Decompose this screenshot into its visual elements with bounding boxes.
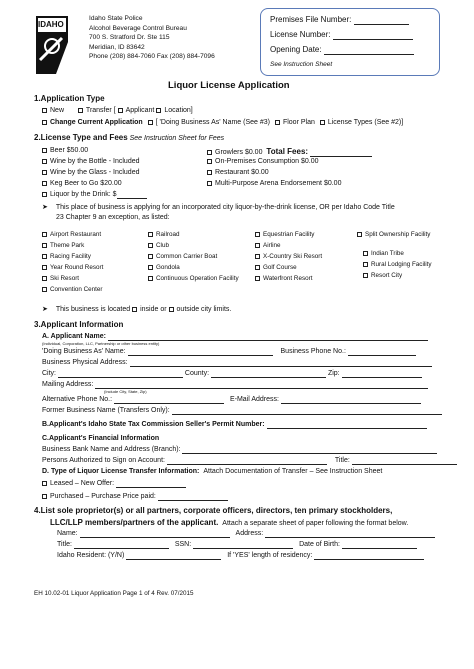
exception-checkbox[interactable] bbox=[255, 276, 260, 281]
exception-checkbox[interactable] bbox=[42, 276, 47, 281]
email-label: E-Mail Address: bbox=[229, 396, 279, 403]
new-checkbox[interactable] bbox=[42, 108, 47, 113]
purchased-checkbox[interactable] bbox=[42, 494, 47, 499]
premises-file-field[interactable] bbox=[354, 18, 409, 25]
liquor-drink-checkbox[interactable] bbox=[42, 192, 47, 197]
exception-checkbox[interactable] bbox=[148, 276, 153, 281]
seller-permit-label: B.Applicant's Idaho State Tax Commission Seller's Permit Number: bbox=[42, 421, 265, 428]
located-label: This business is located bbox=[55, 306, 131, 313]
exception-checkbox[interactable] bbox=[148, 232, 153, 237]
exception-checkbox[interactable] bbox=[363, 273, 368, 278]
agency-line: Idaho State Police bbox=[89, 15, 143, 22]
officer-address-field[interactable] bbox=[265, 531, 435, 538]
former-name-label: Former Business Name (Transfers Only): bbox=[42, 407, 170, 414]
exception-label: Continuous Operation Facility bbox=[156, 275, 239, 282]
exception-checkbox[interactable] bbox=[363, 251, 368, 256]
statement-line-2: 23 Chapter 9 an exception, as listed: bbox=[56, 214, 170, 221]
county-field[interactable] bbox=[211, 371, 326, 378]
wine-bottle-checkbox[interactable] bbox=[42, 159, 47, 164]
outside-label: outside city limits. bbox=[176, 306, 232, 313]
exception-label: Year Round Resort bbox=[50, 264, 104, 271]
exception-label: X-Country Ski Resort bbox=[263, 253, 323, 260]
exception-checkbox[interactable] bbox=[42, 287, 47, 292]
keg-beer-checkbox[interactable] bbox=[42, 181, 47, 186]
dba-field[interactable] bbox=[128, 349, 273, 356]
leased-checkbox[interactable] bbox=[42, 481, 47, 486]
exception-label: Ski Resort bbox=[50, 275, 80, 282]
exception-checkbox[interactable] bbox=[255, 265, 260, 270]
zip-field[interactable] bbox=[342, 371, 422, 378]
new-label: New bbox=[50, 107, 65, 114]
floor-plan-label: Floor Plan bbox=[282, 119, 315, 126]
arrow-icon: ➤ bbox=[42, 204, 48, 211]
on-premises-checkbox[interactable] bbox=[207, 159, 212, 164]
total-fees-field[interactable] bbox=[310, 150, 372, 157]
seller-permit-field[interactable] bbox=[267, 422, 427, 429]
license-number-label: License Number: bbox=[270, 30, 331, 39]
page-title: Liquor License Application bbox=[168, 80, 290, 91]
inside-checkbox[interactable] bbox=[132, 307, 137, 312]
keg-beer-label: Keg Beer to Go $20.00 bbox=[50, 180, 122, 187]
total-fees-label: Total Fees: bbox=[266, 147, 309, 156]
license-left-item bbox=[42, 180, 122, 188]
wine-glass-label: Wine by the Glass - Included bbox=[50, 169, 140, 176]
applicant-label: Applicant bbox=[125, 107, 155, 114]
s2-heading-note: See Instruction Sheet for Fees bbox=[129, 135, 225, 142]
liquor-drink-field[interactable] bbox=[117, 192, 147, 199]
exception-label: Waterfront Resort bbox=[263, 275, 313, 282]
alt-phone-label: Alternative Phone No.: bbox=[42, 396, 113, 403]
city-label: City: bbox=[42, 370, 56, 377]
exception-label: Airport Restaurant bbox=[50, 231, 102, 238]
s1-heading: 1.Application Type bbox=[34, 94, 105, 103]
financial-heading: C.Applicant's Financial Information bbox=[42, 435, 160, 442]
transfer-label: Transfer [ bbox=[85, 107, 116, 114]
biz-addr-label: Business Physical Address: bbox=[42, 359, 128, 366]
premises-box bbox=[260, 8, 440, 76]
exception-checkbox[interactable] bbox=[42, 243, 47, 248]
license-left-item bbox=[42, 191, 147, 199]
officer-dob-label: Date of Birth: bbox=[299, 541, 340, 548]
officer-ssn-field[interactable] bbox=[193, 542, 293, 549]
purchased-field[interactable] bbox=[158, 494, 228, 501]
opening-date-field[interactable] bbox=[324, 48, 414, 55]
s4-heading-note: Attach a separate sheet of paper following the format below. bbox=[222, 520, 409, 527]
exception-checkbox[interactable] bbox=[255, 232, 260, 237]
leased-field[interactable] bbox=[116, 481, 186, 488]
biz-phone-field[interactable] bbox=[348, 349, 416, 356]
exception-checkbox[interactable] bbox=[42, 232, 47, 237]
officer-ssn-label: SSN: bbox=[174, 541, 192, 548]
inside-label: inside or bbox=[140, 306, 167, 313]
mailing-label: Mailing Address: bbox=[42, 381, 94, 388]
exception-checkbox[interactable] bbox=[255, 243, 260, 248]
officer-name-field[interactable] bbox=[80, 531, 230, 538]
logo-text: IDAHO bbox=[38, 20, 64, 29]
license-left-item bbox=[42, 147, 88, 155]
exception-label: Airline bbox=[263, 242, 281, 249]
former-name-field[interactable] bbox=[172, 408, 442, 415]
exception-checkbox[interactable] bbox=[255, 254, 260, 259]
wine-bottle-label: Wine by the Bottle - Included bbox=[50, 158, 140, 165]
officer-title-label: Title: bbox=[57, 541, 72, 548]
opening-date-label: Opening Date: bbox=[270, 45, 322, 54]
liquor-drink-label: Liquor by the Drink: $ bbox=[50, 191, 117, 198]
if-yes-field[interactable] bbox=[314, 553, 424, 560]
license-left-item bbox=[42, 169, 140, 177]
restaurant-label: Restaurant $0.00 bbox=[215, 169, 269, 176]
on-premises-label: On-Premises Consumption $0.00 bbox=[215, 158, 319, 165]
officer-dob-field[interactable] bbox=[342, 542, 417, 549]
exception-label: Indian Tribe bbox=[371, 250, 404, 257]
license-types-checkbox[interactable] bbox=[320, 120, 325, 125]
persons-title-label: Title: bbox=[334, 457, 350, 464]
dba-name-checkbox[interactable] bbox=[148, 120, 153, 125]
exception-checkbox[interactable] bbox=[148, 265, 153, 270]
applicant-checkbox[interactable] bbox=[118, 108, 123, 113]
exception-label: Golf Course bbox=[263, 264, 297, 271]
license-number-field[interactable] bbox=[333, 33, 413, 40]
applicant-name-label: A. Applicant Name: bbox=[42, 333, 106, 340]
exception-label: Rural Lodging Facility bbox=[371, 261, 432, 268]
bank-field[interactable] bbox=[182, 447, 437, 454]
outside-checkbox[interactable] bbox=[169, 307, 174, 312]
arrow-icon: ➤ bbox=[42, 306, 48, 313]
agency-line: Phone (208) 884-7060 Fax (208) 884-7096 bbox=[89, 53, 215, 60]
change-current-checkbox[interactable] bbox=[42, 120, 47, 125]
county-label: County: bbox=[184, 370, 210, 377]
transfer-info-note: Attach Documentation of Transfer – See Instruction Sheet bbox=[203, 468, 383, 475]
persons-title-field[interactable] bbox=[352, 458, 457, 465]
license-left-item bbox=[42, 158, 140, 166]
officer-address-label: Address: bbox=[235, 530, 264, 537]
persons-field[interactable] bbox=[167, 458, 327, 465]
change-current-label: Change Current Application bbox=[50, 119, 143, 126]
exception-checkbox[interactable] bbox=[42, 265, 47, 270]
if-yes-label: If 'YES' length of residency: bbox=[227, 552, 313, 559]
resident-field[interactable] bbox=[126, 553, 221, 560]
multi-purpose-checkbox[interactable] bbox=[207, 181, 212, 186]
mailing-sub: (Include City, State, Zip) bbox=[104, 389, 147, 394]
location-checkbox[interactable] bbox=[156, 108, 161, 113]
exception-label: Club bbox=[156, 242, 169, 249]
growlers-label: Growlers $0.00 bbox=[215, 149, 263, 156]
premises-note: See Instruction Sheet bbox=[270, 61, 333, 68]
persons-label: Persons Authorized to Sign on Account: bbox=[42, 457, 165, 464]
s3-heading: 3.Applicant Information bbox=[34, 320, 124, 329]
s2-heading: 2.License Type and Fees bbox=[34, 133, 128, 142]
idaho-logo bbox=[32, 12, 72, 74]
bank-label: Business Bank Name and Address (Branch): bbox=[42, 446, 181, 453]
exception-label: Convention Center bbox=[50, 286, 103, 293]
footer-text: EH 10.02-01 Liquor Application Page 1 of 4 Rev. 07/2015 bbox=[34, 590, 194, 597]
exception-label: Resort City bbox=[371, 272, 403, 279]
alt-phone-field[interactable] bbox=[114, 397, 224, 404]
s4-heading-1: 4.List sole proprietor(s) or all partners, corporate officers, directors, ten primary stockholders, bbox=[34, 506, 393, 515]
dba-label: 'Doing Business As' Name: bbox=[42, 348, 126, 355]
biz-phone-label: Business Phone No.: bbox=[280, 348, 346, 355]
biz-addr-field[interactable] bbox=[130, 360, 432, 367]
transfer-info-label: D. Type of Liquor License Transfer Information: bbox=[42, 468, 200, 475]
floor-plan-checkbox[interactable] bbox=[275, 120, 280, 125]
purchased-label: Purchased – Purchase Price paid: bbox=[50, 493, 156, 500]
leased-label: Leased – New Offer: bbox=[50, 480, 115, 487]
city-field[interactable] bbox=[58, 371, 183, 378]
beer-checkbox[interactable] bbox=[42, 148, 47, 153]
restaurant-checkbox[interactable] bbox=[207, 170, 212, 175]
exception-label: Split Ownership Facility bbox=[365, 231, 431, 238]
exception-label: Common Carrier Boat bbox=[156, 253, 218, 260]
premises-file-label: Premises File Number: bbox=[270, 15, 352, 24]
exception-label: Racing Facility bbox=[50, 253, 91, 260]
s4-heading-2: LLC/LLP members/partners of the applicant. bbox=[50, 518, 219, 527]
beer-label: Beer $50.00 bbox=[50, 147, 89, 154]
exception-checkbox[interactable] bbox=[148, 243, 153, 248]
applicant-name-sub: (Individual, Corporation, LLC, Partnership or other business entity) bbox=[42, 341, 160, 346]
exception-checkbox[interactable] bbox=[42, 254, 47, 259]
exception-label: Equestrian Facility bbox=[263, 231, 315, 238]
exception-label: Railroad bbox=[156, 231, 180, 238]
wine-glass-checkbox[interactable] bbox=[42, 170, 47, 175]
exception-checkbox[interactable] bbox=[363, 262, 368, 267]
transfer-checkbox[interactable] bbox=[78, 108, 83, 113]
agency-line: Meridian, ID 83642 bbox=[89, 43, 145, 51]
location-label: Location] bbox=[164, 107, 193, 114]
exception-label: Gondola bbox=[156, 264, 180, 271]
officer-title-field[interactable] bbox=[74, 542, 169, 549]
agency-line: Alcohol Beverage Control Bureau bbox=[89, 24, 187, 32]
officer-name-label: Name: bbox=[57, 530, 78, 537]
exception-checkbox[interactable] bbox=[148, 254, 153, 259]
email-field[interactable] bbox=[281, 397, 421, 404]
exception-checkbox[interactable] bbox=[357, 232, 362, 237]
zip-label: Zip: bbox=[327, 370, 340, 377]
agency-block bbox=[89, 14, 215, 62]
license-types-label: License Types (See #2)] bbox=[327, 119, 404, 126]
growlers-checkbox[interactable] bbox=[207, 150, 212, 155]
multi-purpose-label: Multi-Purpose Arena Endorsement $0.00 bbox=[215, 180, 342, 187]
exception-label: Theme Park bbox=[50, 242, 85, 249]
agency-line: 700 S. Stratford Dr. Ste 115 bbox=[89, 34, 170, 41]
resident-label: Idaho Resident: (Y/N) bbox=[57, 552, 125, 559]
statement-line-1: This place of business is applying for an incorporated city liquor-by-the-drink license, OR per Idaho Code Title bbox=[55, 204, 395, 211]
dba-name-label: [ 'Doing Business As' Name (See #3) bbox=[155, 119, 270, 126]
